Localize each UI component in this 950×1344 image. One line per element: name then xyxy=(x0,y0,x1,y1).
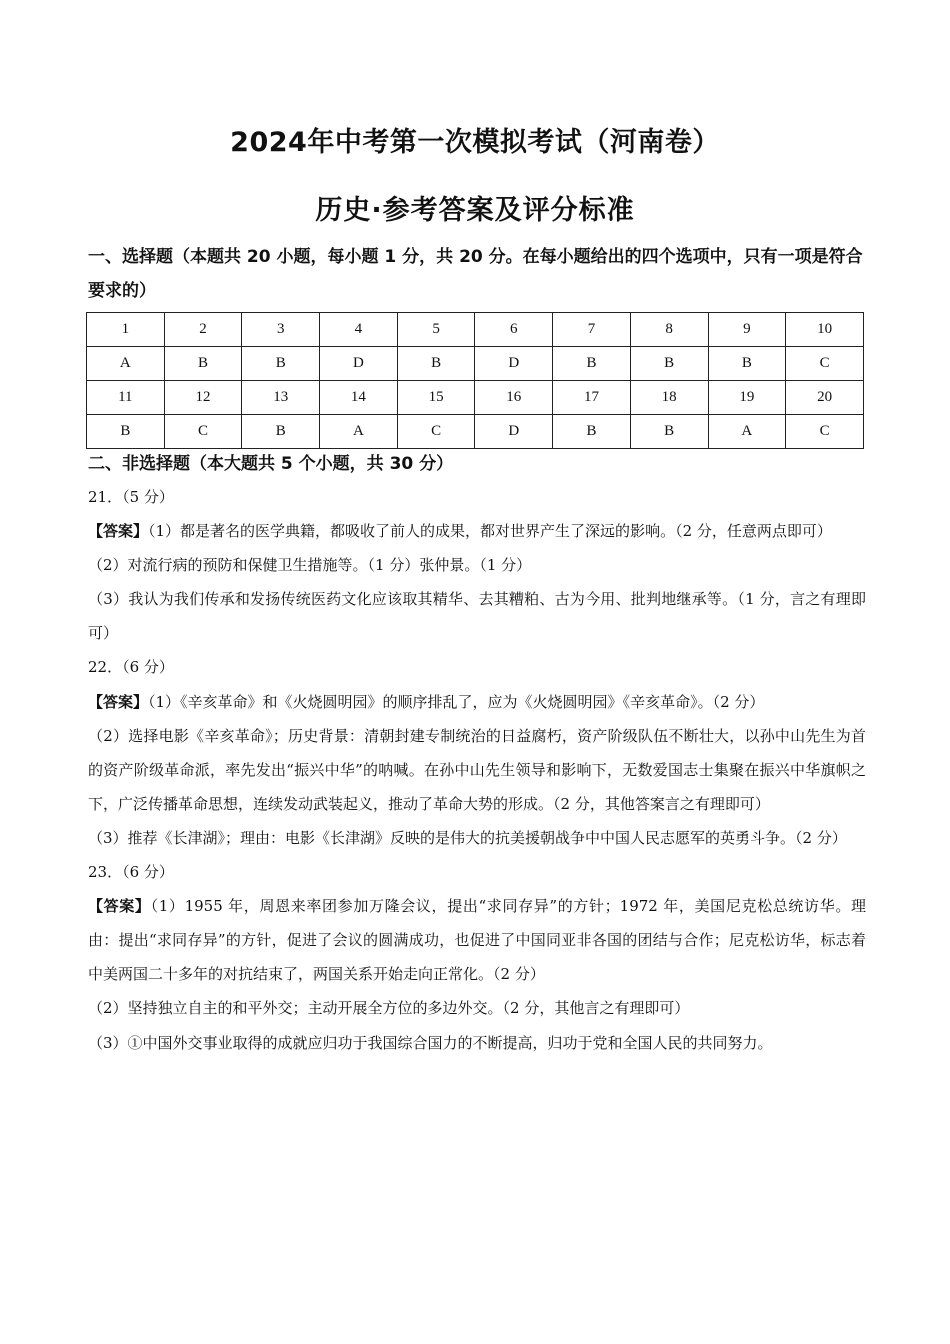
table-cell: 9 xyxy=(708,313,786,347)
section-2-heading: 二、非选择题（本大题共 5 个小题，共 30 分） xyxy=(88,454,454,474)
q23-part-1: （1）1955 年，周恩来率团参加万隆会议，提出“求同存异”的方针；1972 年，美国尼克松总统访华。理由：提出“求同存异”的方针，促进了会议的圆满成功，也促进了中国同亚非各国的团结与合作；尼克松访华，标志着中美两国二十多年的对抗结束了，两国关系开始走向正常化。（2 分） xyxy=(88,897,866,984)
table-cell: B xyxy=(553,415,631,449)
table-cell: 20 xyxy=(786,381,864,415)
table-cell: 13 xyxy=(242,381,320,415)
table-cell: 8 xyxy=(630,313,708,347)
table-cell: 16 xyxy=(475,381,553,415)
table-cell: B xyxy=(630,347,708,381)
q21-part-3: （3）我认为我们传承和发扬传统医药文化应该取其精华、去其糟粕、古为今用、批判地继承等。（1 分，言之有理即可） xyxy=(88,590,866,643)
table-cell: C xyxy=(786,415,864,449)
answers-body xyxy=(88,480,866,1060)
answer-letter-row xyxy=(87,415,864,449)
q23-answer-1 xyxy=(88,889,866,991)
table-cell: B xyxy=(630,415,708,449)
answer-tag: 【答案】 xyxy=(88,522,149,541)
question-number-row xyxy=(87,313,864,347)
table-cell: 14 xyxy=(320,381,398,415)
table-cell: D xyxy=(475,347,553,381)
table-cell: C xyxy=(164,415,242,449)
table-cell: C xyxy=(786,347,864,381)
table-cell: 5 xyxy=(397,313,475,347)
table-cell: A xyxy=(708,415,786,449)
table-cell: 6 xyxy=(475,313,553,347)
table-cell: 11 xyxy=(87,381,165,415)
q22-answer-1 xyxy=(88,685,866,719)
table-cell: B xyxy=(242,347,320,381)
table-cell: 17 xyxy=(553,381,631,415)
table-cell: 15 xyxy=(397,381,475,415)
answer-table xyxy=(86,312,864,449)
table-cell: D xyxy=(475,415,553,449)
answer-key-title: 历史·参考答案及评分标准 xyxy=(315,195,635,226)
section-1-heading: 一、选择题（本题共 20 小题，每小题 1 分，共 20 分。在每小题给出的四个选项中，只有一项是符合要求的） xyxy=(88,247,863,301)
table-cell: B xyxy=(397,347,475,381)
table-cell: 18 xyxy=(630,381,708,415)
q21-part-1: （1）都是著名的医学典籍，都吸收了前人的成果，都对世界产生了深远的影响。（2 分，任意两点即可） xyxy=(148,522,832,541)
table-cell: 4 xyxy=(320,313,398,347)
table-cell: B xyxy=(242,415,320,449)
table-cell: B xyxy=(708,347,786,381)
table-cell: 2 xyxy=(164,313,242,347)
question-number-row xyxy=(87,381,864,415)
q22-part-3: （3）推荐《长津湖》；理由：电影《长津湖》反映的是伟大的抗美援朝战争中中国人民志愿军的英勇斗争。（2 分） xyxy=(88,828,847,847)
answer-letter-row xyxy=(87,347,864,381)
q23-part-3: （3）①中国外交事业取得的成就应归功于我国综合国力的不断提高，归功于党和全国人民的共同努力。 xyxy=(88,1033,773,1052)
exam-title: 2024年中考第一次模拟考试（河南卷） xyxy=(230,127,720,158)
table-cell: B xyxy=(553,347,631,381)
table-cell: C xyxy=(397,415,475,449)
table-cell: A xyxy=(87,347,165,381)
table-cell: B xyxy=(87,415,165,449)
table-cell: 3 xyxy=(242,313,320,347)
answer-tag: 【答案】 xyxy=(88,692,149,711)
table-cell: 1 xyxy=(87,313,165,347)
q22-part-1: （1）《辛亥革命》和《火烧圆明园》的顺序排乱了，应为《火烧圆明园》《辛亥革命》。（2 分） xyxy=(148,692,765,711)
answer-tag: 【答案】 xyxy=(88,897,151,916)
q21-header: 21．（5 分） xyxy=(88,488,174,506)
table-cell: 7 xyxy=(553,313,631,347)
table-cell: 12 xyxy=(164,381,242,415)
q22-part-2: （2）选择电影《辛亥革命》；历史背景：清朝封建专制统治的日益腐朽，资产阶级队伍不断壮大，以孙中山先生为首的资产阶级革命派，率先发出“振兴中华”的呐喊。在孙中山先生领导和影响下，无数爱国志士集聚在振兴中华旗帜之下，广泛传播革命思想，连续发动武装起义，推动了革命大势的形成。（2 分，其他答案言之有理即可） xyxy=(88,726,866,813)
table-cell: D xyxy=(320,347,398,381)
table-cell: A xyxy=(320,415,398,449)
q23-part-2: （2）坚持独立自主的和平外交；主动开展全方位的多边外交。（2 分，其他言之有理即可） xyxy=(88,999,690,1018)
table-cell: 19 xyxy=(708,381,786,415)
table-cell: B xyxy=(164,347,242,381)
table-cell: 10 xyxy=(786,313,864,347)
q23-header: 23．（6 分） xyxy=(88,863,174,882)
q21-part-2: （2）对流行病的预防和保健卫生措施等。（1 分）张仲景。（1 分） xyxy=(88,556,532,575)
q22-header: 22．（6 分） xyxy=(88,658,174,677)
q21-answer-1 xyxy=(88,514,866,548)
